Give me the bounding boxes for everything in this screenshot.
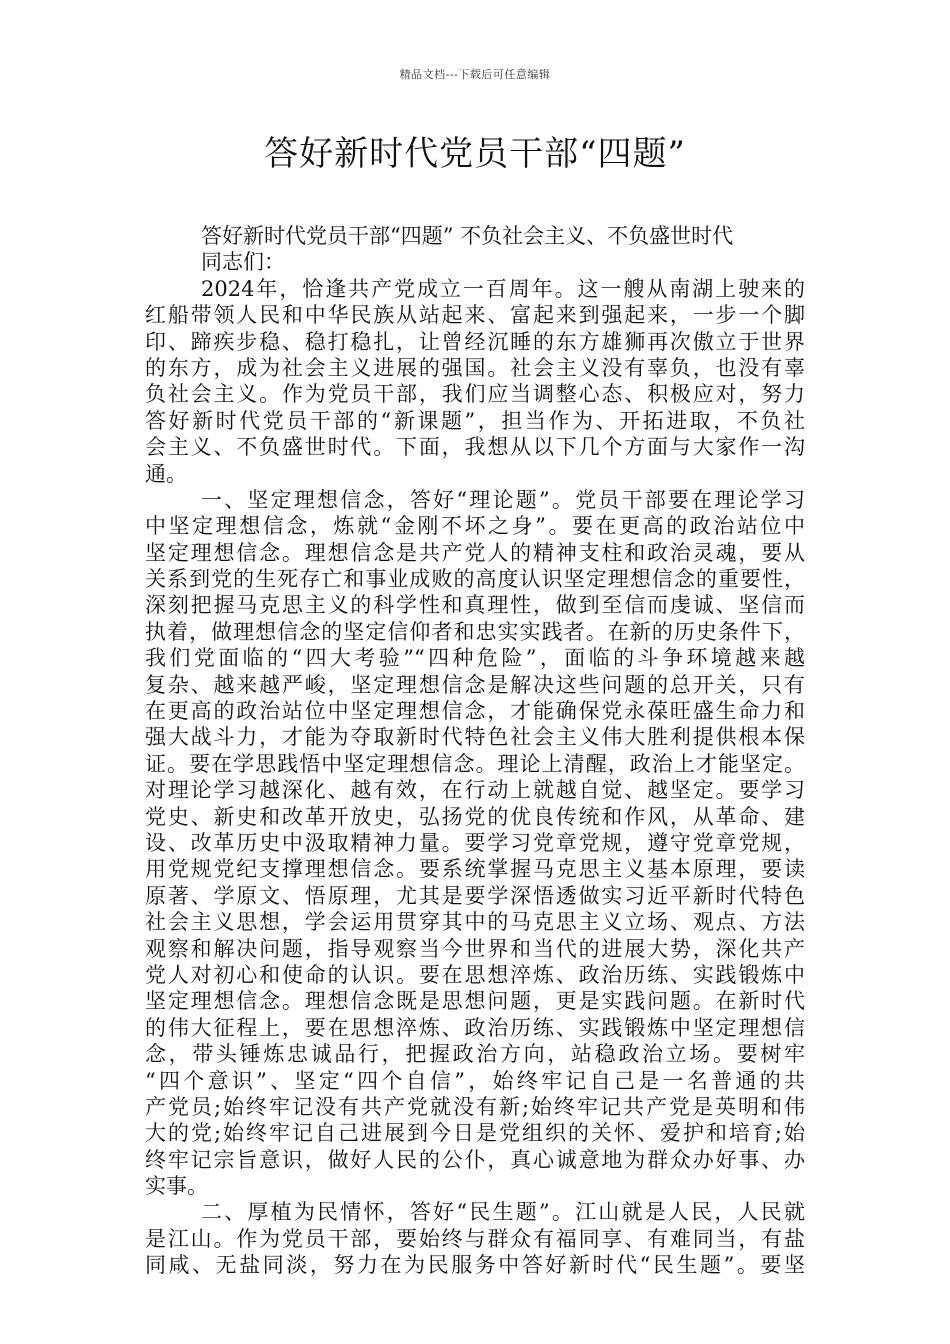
body-line: 答好新时代党员干部“四题” 不负社会主义、不负盛世时代 [201, 224, 734, 248]
body-line: 产党员;始终牢记没有共产党就没有新;始终牢记共产党是英明和伟 [145, 1094, 805, 1119]
body-line: 坚定理想信念。理想信念既是思想问题，更是实践问题。在新时代 [145, 989, 805, 1014]
body-line: 设、改革历史中汲取精神力量。要学习党章党规，遵守党章党规， [145, 830, 805, 855]
body-line: 党史、新史和改革开放史，弘扬党的优良传统和作风，从革命、建 [145, 804, 805, 829]
body-line: 对理论学习越深化、越有效，在行动上就越自觉、越坚定。要学习 [145, 778, 805, 803]
body-line: 关系到党的生死存亡和事业成败的高度认识坚定理想信念的重要性， [145, 567, 805, 592]
body-line: 印、蹄疾步稳、稳打稳扎，让曾经沉睡的东方雄狮再次傲立于世界 [145, 329, 805, 354]
body-line: 答好新时代党员干部的“新课题”，担当作为、开拓进取，不负社 [145, 408, 805, 433]
body-line: 原著、学原文、悟原理，尤其是要学深悟透做实习近平新时代特色 [145, 883, 805, 908]
body-line: 念，带头锤炼忠诚品行，把握政治方向，站稳政治立场。要树牢 [145, 1042, 805, 1067]
body-line: 强大战斗力，才能为夺取新时代特色社会主义伟大胜利提供根本保 [145, 725, 805, 750]
body-line: 深刻把握马克思主义的科学性和真理性，做到至信而虔诚、坚信而 [145, 593, 805, 618]
document-body [145, 223, 805, 1279]
body-line: 复杂、越来越严峻，坚定理想信念是解决这些问题的总开关，只有 [145, 672, 805, 697]
body-line: 我们党面临的“四大考验”“四种危险”，面临的斗争环境越来越 [145, 646, 805, 671]
body-line: 的伟大征程上，要在思想淬炼、政治历练、实践锻炼中坚定理想信 [145, 1015, 805, 1040]
body-line: 中坚定理想信念，炼就“金刚不坏之身”。要在更高的政治站位中 [145, 514, 805, 539]
body-line: 证。要在学思践悟中坚定理想信念。理论上清醒，政治上才能坚定。 [145, 751, 805, 776]
header-note: 精品文档---下载后可任意编辑 [399, 68, 551, 81]
body-line: 用党规党纪支撑理想信念。要系统掌握马克思主义基本原理，要读 [145, 857, 805, 882]
body-line: 在更高的政治站位中坚定理想信念，才能确保党永葆旺盛生命力和 [145, 699, 805, 724]
body-line: 观察和解决问题，指导观察当今世界和当代的进展大势，深化共产 [145, 936, 805, 961]
body-line: 执着，做理想信念的坚定信仰者和忠实实践者。在新的历史条件下， [145, 619, 805, 644]
body-line: 红船带领人民和中华民族从站起来、富起来到强起来，一步一个脚 [145, 303, 805, 328]
body-line: 会主义、不负盛世时代。下面，我想从以下几个方面与大家作一沟 [145, 435, 805, 460]
body-line: 社会主义思想，学会运用贯穿其中的马克思主义立场、观点、方法 [145, 910, 805, 935]
body-line: 是江山。作为党员干部，要始终与群众有福同享、有难同当，有盐 [145, 1226, 805, 1251]
body-line: “四个意识”、坚定“四个自信”，始终牢记自己是一名普通的共 [145, 1068, 805, 1093]
body-line: 2024年，恰逢共产党成立一百周年。这一艘从南湖上驶来的 [201, 276, 805, 301]
body-line: 终牢记宗旨意识，做好人民的公仆，真心诚意地为群众办好事、办 [145, 1147, 805, 1172]
body-line: 二、厚植为民情怀，答好“民生题”。江山就是人民，人民就 [201, 1200, 805, 1225]
body-line: 坚定理想信念。理想信念是共产党人的精神支柱和政治灵魂，要从 [145, 540, 805, 565]
body-line: 实事。 [145, 1174, 208, 1199]
body-line: 的东方，成为社会主义进展的强国。社会主义没有辜负，也没有辜 [145, 355, 805, 380]
document-title: 答好新时代党员干部“四题” [264, 134, 686, 174]
body-line: 大的党;始终牢记自己进展到今日是党组织的关怀、爱护和培育;始 [145, 1121, 805, 1146]
body-line: 通。 [145, 461, 187, 486]
body-line: 同咸、无盐同淡，努力在为民服务中答好新时代“民生题”。要坚 [145, 1253, 805, 1278]
body-line: 同志们： [201, 250, 285, 275]
body-line: 负社会主义。作为党员干部，我们应当调整心态、积极应对，努力 [145, 382, 805, 407]
body-line: 党人对初心和使命的认识。要在思想淬炼、政治历练、实践锻炼中 [145, 962, 805, 987]
body-line: 一、坚定理想信念，答好“理论题”。党员干部要在理论学习 [201, 487, 805, 512]
